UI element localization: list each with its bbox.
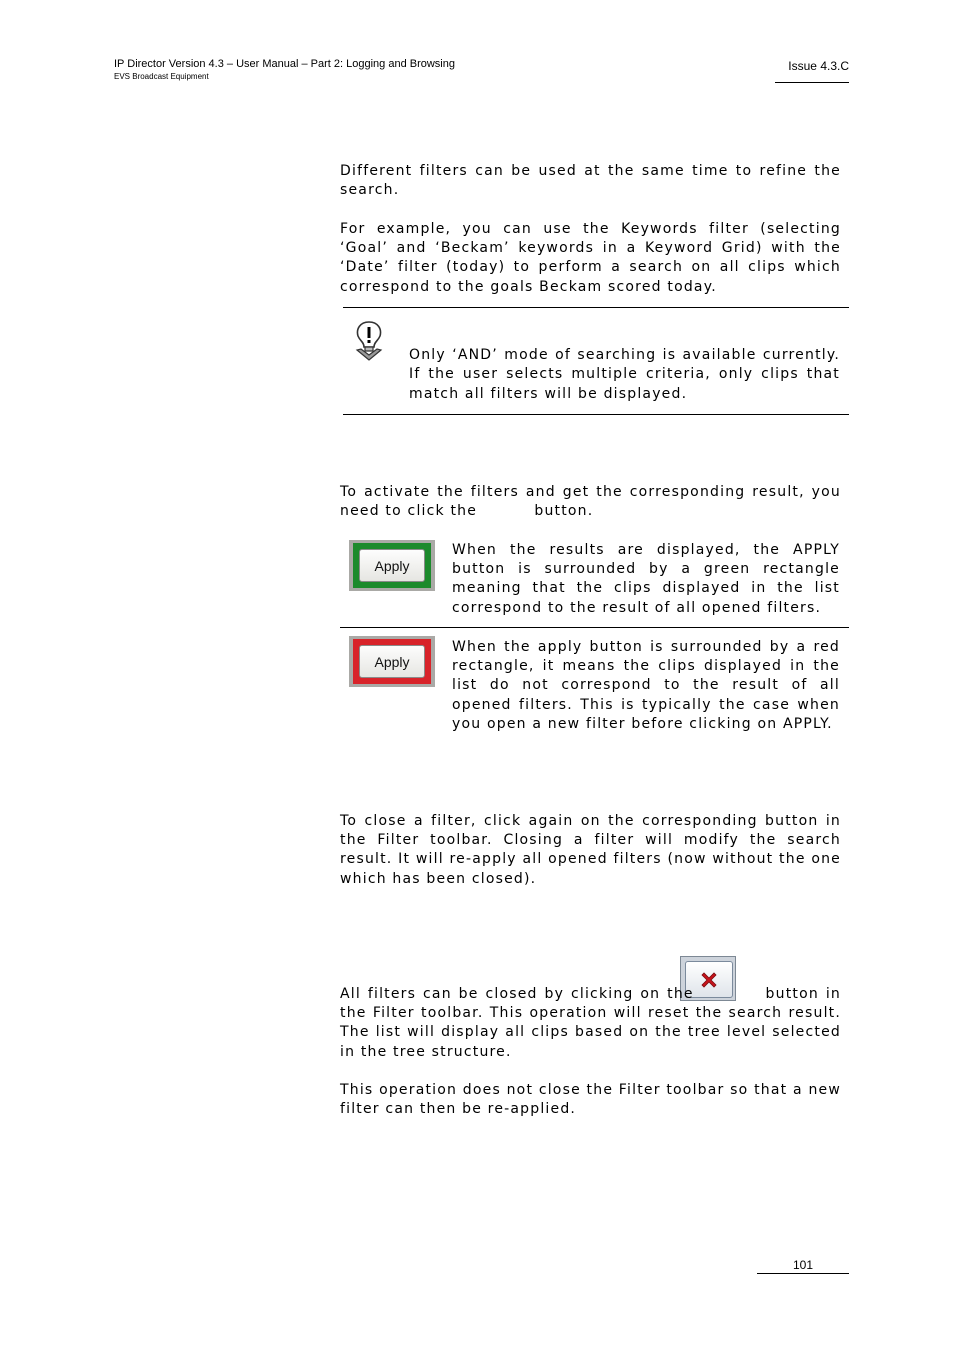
header-issue: Issue 4.3.C: [788, 59, 849, 73]
paragraph-activate: [340, 483, 841, 521]
paragraph-example: For example, you can use the Keywords filter (selecting ‘Goal’ and ‘Beckam’ keywords in a Keyword Grid) with the ‘Date’ filter (today) to perform a search on all clips which correspond to the goals Beckam scored today.: [340, 221, 841, 295]
activate-text-end: button.: [534, 503, 594, 520]
page-number: 101: [792, 1258, 814, 1272]
page-header: [114, 57, 455, 82]
close-all-text-end: button in the Filter toolbar. This operation will reset the search result. The list will display all clips based on the tree level selected in the tree structure.: [340, 986, 841, 1060]
activate-text: To activate the filters and get the corresponding result, you need to click the: [340, 484, 841, 520]
header-rule: [775, 82, 849, 83]
header-subtitle: EVS Broadcast Equipment: [114, 72, 209, 81]
apply-button-red-image: [349, 636, 435, 687]
apply-green-description: When the results are displayed, the APPLY button is surrounded by a green rectangle meaning that the clips displayed in the list correspond to the result of all opened filters.: [452, 542, 840, 616]
note-text: Only ‘AND’ mode of searching is available currently. If the user selects multiple criteria, only clips that match all filters will be displayed.: [409, 347, 840, 402]
paragraph-multiple-filters: Different filters can be used at the same time to refine the search.: [340, 163, 841, 199]
close-all-text: All filters can be closed by clicking on the: [340, 986, 694, 1002]
paragraph-toolbar-remains: This operation does not close the Filter toolbar so that a new filter can then be re-applied.: [340, 1082, 841, 1118]
table-divider: [340, 627, 849, 628]
footer-rule: [757, 1273, 849, 1274]
apply-button-label: Apply: [359, 645, 425, 678]
paragraph-close-filter: To close a filter, click again on the corresponding button in the Filter toolbar. Closing a filter will modify the search result. It will re-apply all opened filters (now without the one which has been closed).: [340, 813, 841, 887]
apply-button-label: Apply: [359, 549, 425, 582]
paragraph-close-all: [340, 985, 841, 1062]
apply-button-green-image: [349, 540, 435, 591]
note-top-rule: [343, 307, 849, 308]
warning-bulb-icon: [353, 320, 385, 362]
apply-red-description: When the apply button is surrounded by a red rectangle, it means the clips displayed in the list do not correspond to the result of all opened filters. This is typically the case when you open a new filter before clicking on APPLY.: [452, 639, 840, 732]
note-bottom-rule: [343, 414, 849, 415]
header-title: IP Director Version 4.3 – User Manual – Part 2: Logging and Browsing: [114, 58, 455, 70]
